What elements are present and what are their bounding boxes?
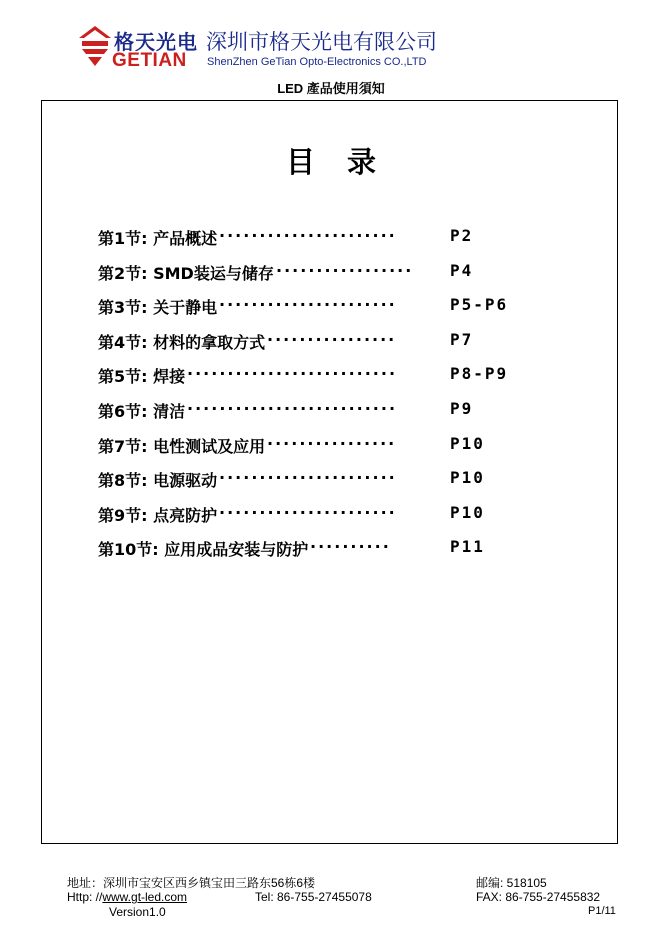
toc-item-leader-dots: ·························· — [187, 364, 398, 384]
toc-item-label: 第5节: 焊接 — [98, 367, 186, 387]
toc-item-page: P10 — [450, 502, 485, 522]
toc-item-leader-dots: ······················ — [219, 226, 397, 245]
toc-item-page: P10 — [450, 468, 485, 488]
document-title: LED 產品使用須知 — [277, 81, 385, 96]
website-prefix: Http: // — [67, 890, 103, 904]
company-name-english: ShenZhen GeTian Opto-Electronics CO.,LTD — [207, 56, 427, 68]
toc-item-label: 第4节: 材料的拿取方式 — [98, 332, 266, 352]
toc-item-label: 第10节: 应用成品安装与防护 — [98, 540, 309, 560]
toc-item-leader-dots: ······················ — [219, 295, 397, 315]
company-name-chinese: 深圳市格天光电有限公司 — [206, 30, 437, 54]
toc-item[interactable] — [98, 295, 509, 321]
toc-item[interactable] — [98, 261, 498, 287]
toc-item-label: 第1节: 产品概述 — [98, 229, 218, 248]
getian-logo-icon — [78, 24, 112, 68]
toc-item-label: 第7节: 电性测试及应用 — [98, 436, 266, 456]
toc-item-page: P11 — [450, 537, 485, 557]
toc-item-page: P9 — [450, 399, 474, 418]
brand-name-english: GETIAN — [112, 50, 187, 71]
brand-name-chinese: 格天光电 — [114, 30, 198, 54]
toc-item-label: 第6节: 清洁 — [98, 402, 186, 421]
toc-item-page: P4 — [450, 260, 474, 280]
footer-address: 地址：深圳市宝安区西乡镇宝田三路东56栋6楼 — [67, 876, 316, 890]
toc-item-page: P2 — [450, 226, 474, 245]
toc-item[interactable] — [98, 537, 498, 563]
toc-item-leader-dots: ················ — [267, 329, 397, 349]
toc-item-label: 第9节: 点亮防护 — [98, 505, 218, 525]
toc-item-label: 第8节: 电源驱动 — [98, 471, 218, 491]
toc-item-page: P7 — [450, 329, 474, 349]
toc-item[interactable] — [98, 330, 498, 356]
website-link[interactable]: www.gt-led.com — [102, 890, 188, 904]
toc-item-leader-dots: ················· — [276, 260, 414, 280]
toc-item-page: P5-P6 — [450, 295, 509, 315]
toc-item-leader-dots: ················ — [267, 433, 397, 453]
footer-website — [67, 890, 187, 904]
toc-item[interactable] — [98, 399, 498, 425]
footer-tel: Tel: 86-755-27455078 — [255, 890, 372, 904]
toc-item-leader-dots: ·························· — [187, 399, 398, 418]
toc-item-leader-dots: ······················ — [219, 468, 397, 488]
toc-item[interactable] — [98, 434, 498, 460]
page-number: P1/11 — [588, 905, 616, 917]
toc-item-label: 第3节: 关于静电 — [98, 298, 218, 318]
footer-postcode: 邮编: 518105 — [476, 876, 547, 890]
toc-item[interactable] — [98, 226, 498, 252]
toc-item-page: P8-P9 — [450, 364, 509, 384]
toc-item-leader-dots: ·········· — [310, 537, 391, 557]
toc-title: 目录 — [285, 145, 408, 179]
toc-item-label: 第2节: SMD装运与储存 — [98, 263, 274, 283]
footer-fax: FAX: 86-755-27455832 — [476, 890, 601, 904]
toc-item[interactable] — [98, 503, 498, 529]
toc-item-leader-dots: ······················ — [219, 502, 397, 522]
toc-item[interactable] — [98, 364, 509, 390]
toc-item-page: P10 — [450, 433, 485, 453]
footer-version: Version1.0 — [109, 905, 166, 919]
toc-item[interactable] — [98, 468, 498, 494]
